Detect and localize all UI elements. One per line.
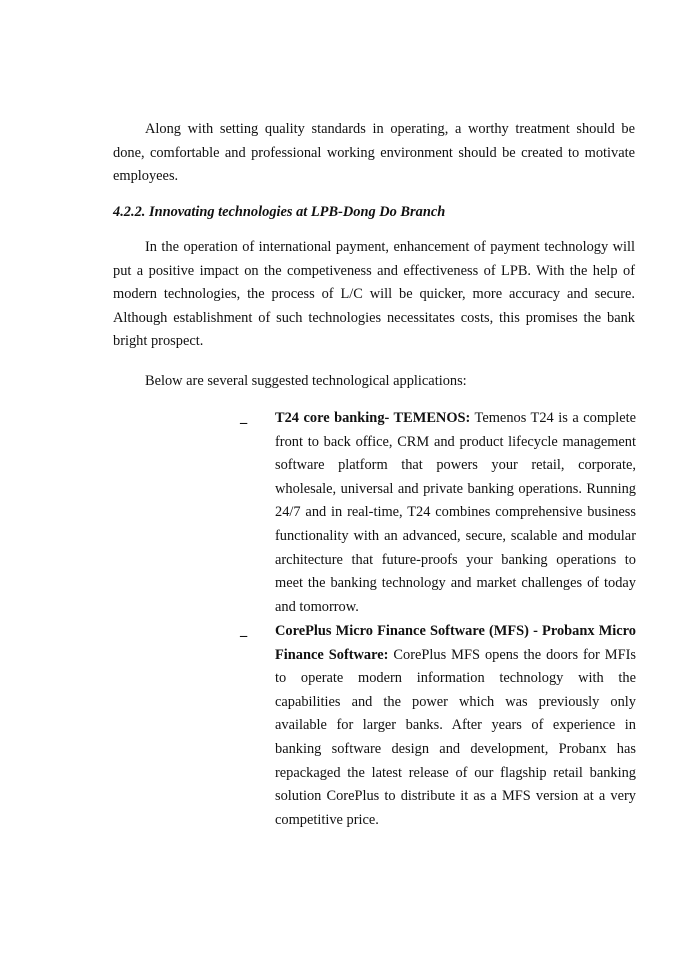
bullet-body: CorePlus MFS opens the doors for MFIs to operate modern information technology with the capabilities and the power which was previously only available for larger banks. After years of experience in banking software design and development, Probanx has repackaged the latest release of our flagship retail banking solution CorePlus to distribute it as a MFS version at a very competitive price. xyxy=(275,646,636,828)
paragraph-employee-treatment xyxy=(113,118,635,189)
paragraph-text: In the operation of international payment, enhancement of payment technology will put a positive impact on the competiveness and effectiveness of LPB. With the help of modern technologies, the process of L/C will be quicker, more accuracy and secure. Although establishment of such technologies necessitates costs, this promises the bank bright prospect. xyxy=(113,239,635,350)
bullet-marker: _ xyxy=(240,410,248,426)
bullet-title: CorePlus Micro Finance Software (MFS) - Probanx Micro Finance Software: xyxy=(275,623,636,663)
paragraph-text: Below are several suggested technological applications: xyxy=(145,373,467,389)
paragraph-text: Along with setting quality standards in operating, a worthy treatment should be done, comfortable and professional working environment should be created to motivate employees. xyxy=(113,121,635,185)
bullet-text xyxy=(275,620,636,832)
bullet-body: Temenos T24 is a complete front to back office, CRM and product lifecycle management software platform that powers your retail, corporate, wholesale, universal and private banking operations. Running 24/7 and in real-time, T24 combines comprehensive business functionality with an advanced, secure, scalable and modular architecture that future-proofs your banking operations to meet the banking technology and market challenges of today and tomorrow. xyxy=(275,410,636,615)
section-heading: 4.2.2. Innovating technologies at LPB-Dong Do Branch xyxy=(113,204,446,220)
bullet-title: T24 core banking- TEMENOS: xyxy=(275,410,471,426)
paragraph-applications-intro xyxy=(113,370,635,394)
bullet-text xyxy=(275,407,636,619)
paragraph-payment-technology xyxy=(113,236,635,354)
bullet-marker: _ xyxy=(240,623,248,639)
